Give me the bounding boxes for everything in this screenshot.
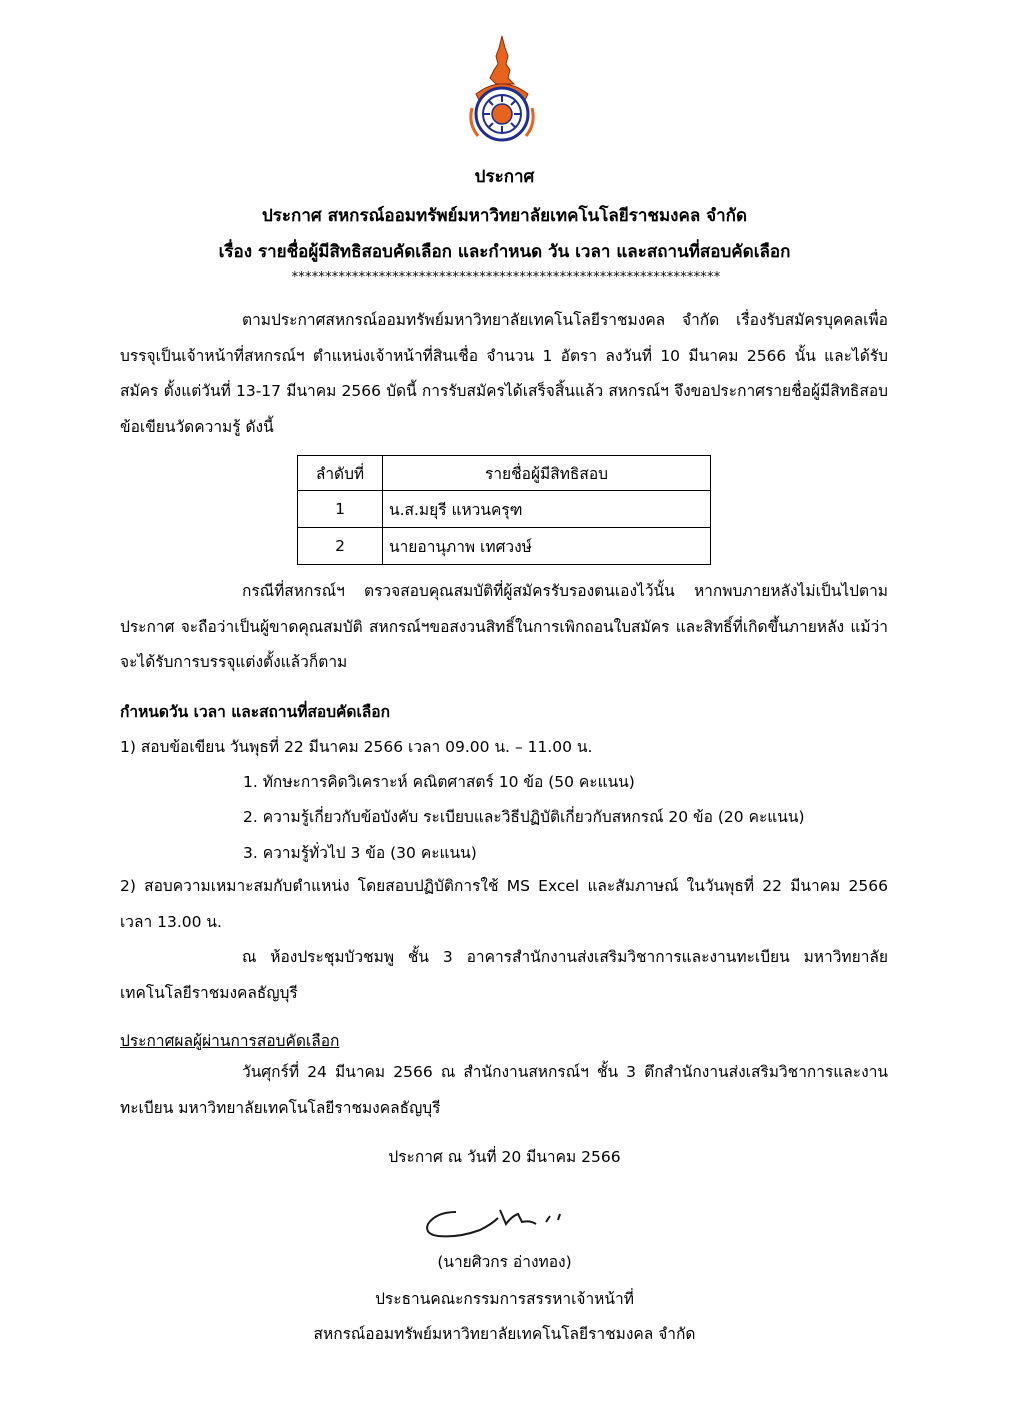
intro-text: ตามประกาศสหกรณ์ออมทรัพย์มหาวิทยาลัยเทคโนโลยีราชมงคล จำกัด เรื่องรับสมัครบุคคลเพื่อบรรจุเป็นเจ้าหน้าที่สหกรณ์ฯ ตำแหน่งเจ้าหน้าที่สินเชื่อ จำนวน 1 อัตรา ลงวันที่ 10 มีนาคม 2566 นั้น และได้รับสมัคร ตั้งแต่วันที่ 13-17 มีนาคม 2566 บัดนี้ การรับสมัครได้เสร็จสิ้นแล้ว สหกรณ์ฯ จึงขอประกาศรายชื่อผู้มีสิทธิสอบ ข้อเขียนวัดความรู้ ดังนี้ <box>120 311 888 436</box>
table-row <box>298 491 711 528</box>
signer-name: (นายศิวกร อ่างทอง) <box>437 1253 572 1271</box>
results-paragraph <box>120 1055 888 1126</box>
exam-subitem: 2. ความรู้เกี่ยวกับข้อบังคับ ระเบียบและวิธีปฏิบัติเกี่ยวกับสหกรณ์ 20 ข้อ (20 คะแนน) <box>243 808 805 826</box>
column-header-name: รายชื่อผู้มีสิทธิสอบ <box>383 456 711 491</box>
schedule-item-2-text: 2) สอบความเหมาะสมกับตำแหน่ง โดยสอบปฏิบัติการใช้ MS Excel และสัมภาษณ์ ในวันพุธที่ 22 มีนาคม 2566 เวลา 13.00 น. <box>120 877 888 931</box>
table-header-row <box>298 456 711 491</box>
intro-paragraph <box>120 303 888 445</box>
exam-subitem: 1. ทักษะการคิดวิเคราะห์ คณิตศาสตร์ 10 ข้อ (50 คะแนน) <box>243 773 635 791</box>
announcement-subject: เรื่อง รายชื่อผู้มีสิทธิสอบคัดเลือก และกำหนด วัน เวลา และสถานที่สอบคัดเลือก <box>218 242 791 262</box>
announcement-date: ประกาศ ณ วันที่ 20 มีนาคม 2566 <box>388 1148 621 1166</box>
announcement-org-line: ประกาศ สหกรณ์ออมทรัพย์มหาวิทยาลัยเทคโนโลยีราชมงคล จำกัด <box>261 206 748 226</box>
separator-line: **************************************************************** <box>291 270 721 285</box>
row-number: 1 <box>298 491 383 528</box>
schedule-heading: กำหนดวัน เวลา และสถานที่สอบคัดเลือก <box>120 703 390 721</box>
candidate-name: น.ส.มยุรี แหวนครุฑ <box>383 491 711 528</box>
venue-text: ณ ห้องประชุมบัวชมพู ชั้น 3 อาคารสำนักงานส่งเสริมวิชาการและงานทะเบียน มหาวิทยาลัยเทคโนโลยีราชมงคลธัญบุรี <box>120 948 888 1002</box>
university-emblem-logo <box>462 34 542 144</box>
row-number: 2 <box>298 528 383 565</box>
signer-organization: สหกรณ์ออมทรัพย์มหาวิทยาลัยเทคโนโลยีราชมงคล จำกัด <box>313 1325 696 1343</box>
results-text: วันศุกร์ที่ 24 มีนาคม 2566 ณ สำนักงานสหกรณ์ฯ ชั้น 3 ตึกสำนักงานส่งเสริมวิชาการและงานทะเบียน มหาวิทยาลัยเทคโนโลยีราชมงคลธัญบุรี <box>120 1063 888 1117</box>
eligible-candidates-table <box>297 455 711 565</box>
venue-paragraph <box>120 940 888 1011</box>
schedule-item-1: 1) สอบข้อเขียน วันพุธที่ 22 มีนาคม 2566 เวลา 09.00 น. – 11.00 น. <box>120 738 593 756</box>
exam-subitem: 3. ความรู้ทั่วไป 3 ข้อ (30 คะแนน) <box>243 844 477 862</box>
results-heading: ประกาศผลผู้ผ่านการสอบคัดเลือก <box>120 1032 340 1050</box>
table-row <box>298 528 711 565</box>
candidate-name: นายอานุภาพ เทศวงษ์ <box>383 528 711 565</box>
document-title: ประกาศ <box>474 167 535 187</box>
handwritten-signature <box>418 1198 588 1248</box>
condition-paragraph <box>120 574 888 681</box>
signer-title: ประธานคณะกรรมการสรรหาเจ้าหน้าที่ <box>375 1290 634 1308</box>
schedule-item-2 <box>120 869 888 940</box>
condition-text: กรณีที่สหกรณ์ฯ ตรวจสอบคุณสมบัติที่ผู้สมัครรับรองตนเองไว้นั้น หากพบภายหลังไม่เป็นไปตามประกาศ จะถือว่าเป็นผู้ขาดคุณสมบัติ สหกรณ์ฯขอสงวนสิทธิ์ในการเพิกถอนใบสมัคร และสิทธิ์ที่เกิดขึ้นภายหลัง แม้ว่าจะได้รับการบรรจุแต่งตั้งแล้วก็ตาม <box>120 582 888 671</box>
column-header-number: ลำดับที่ <box>298 456 383 491</box>
